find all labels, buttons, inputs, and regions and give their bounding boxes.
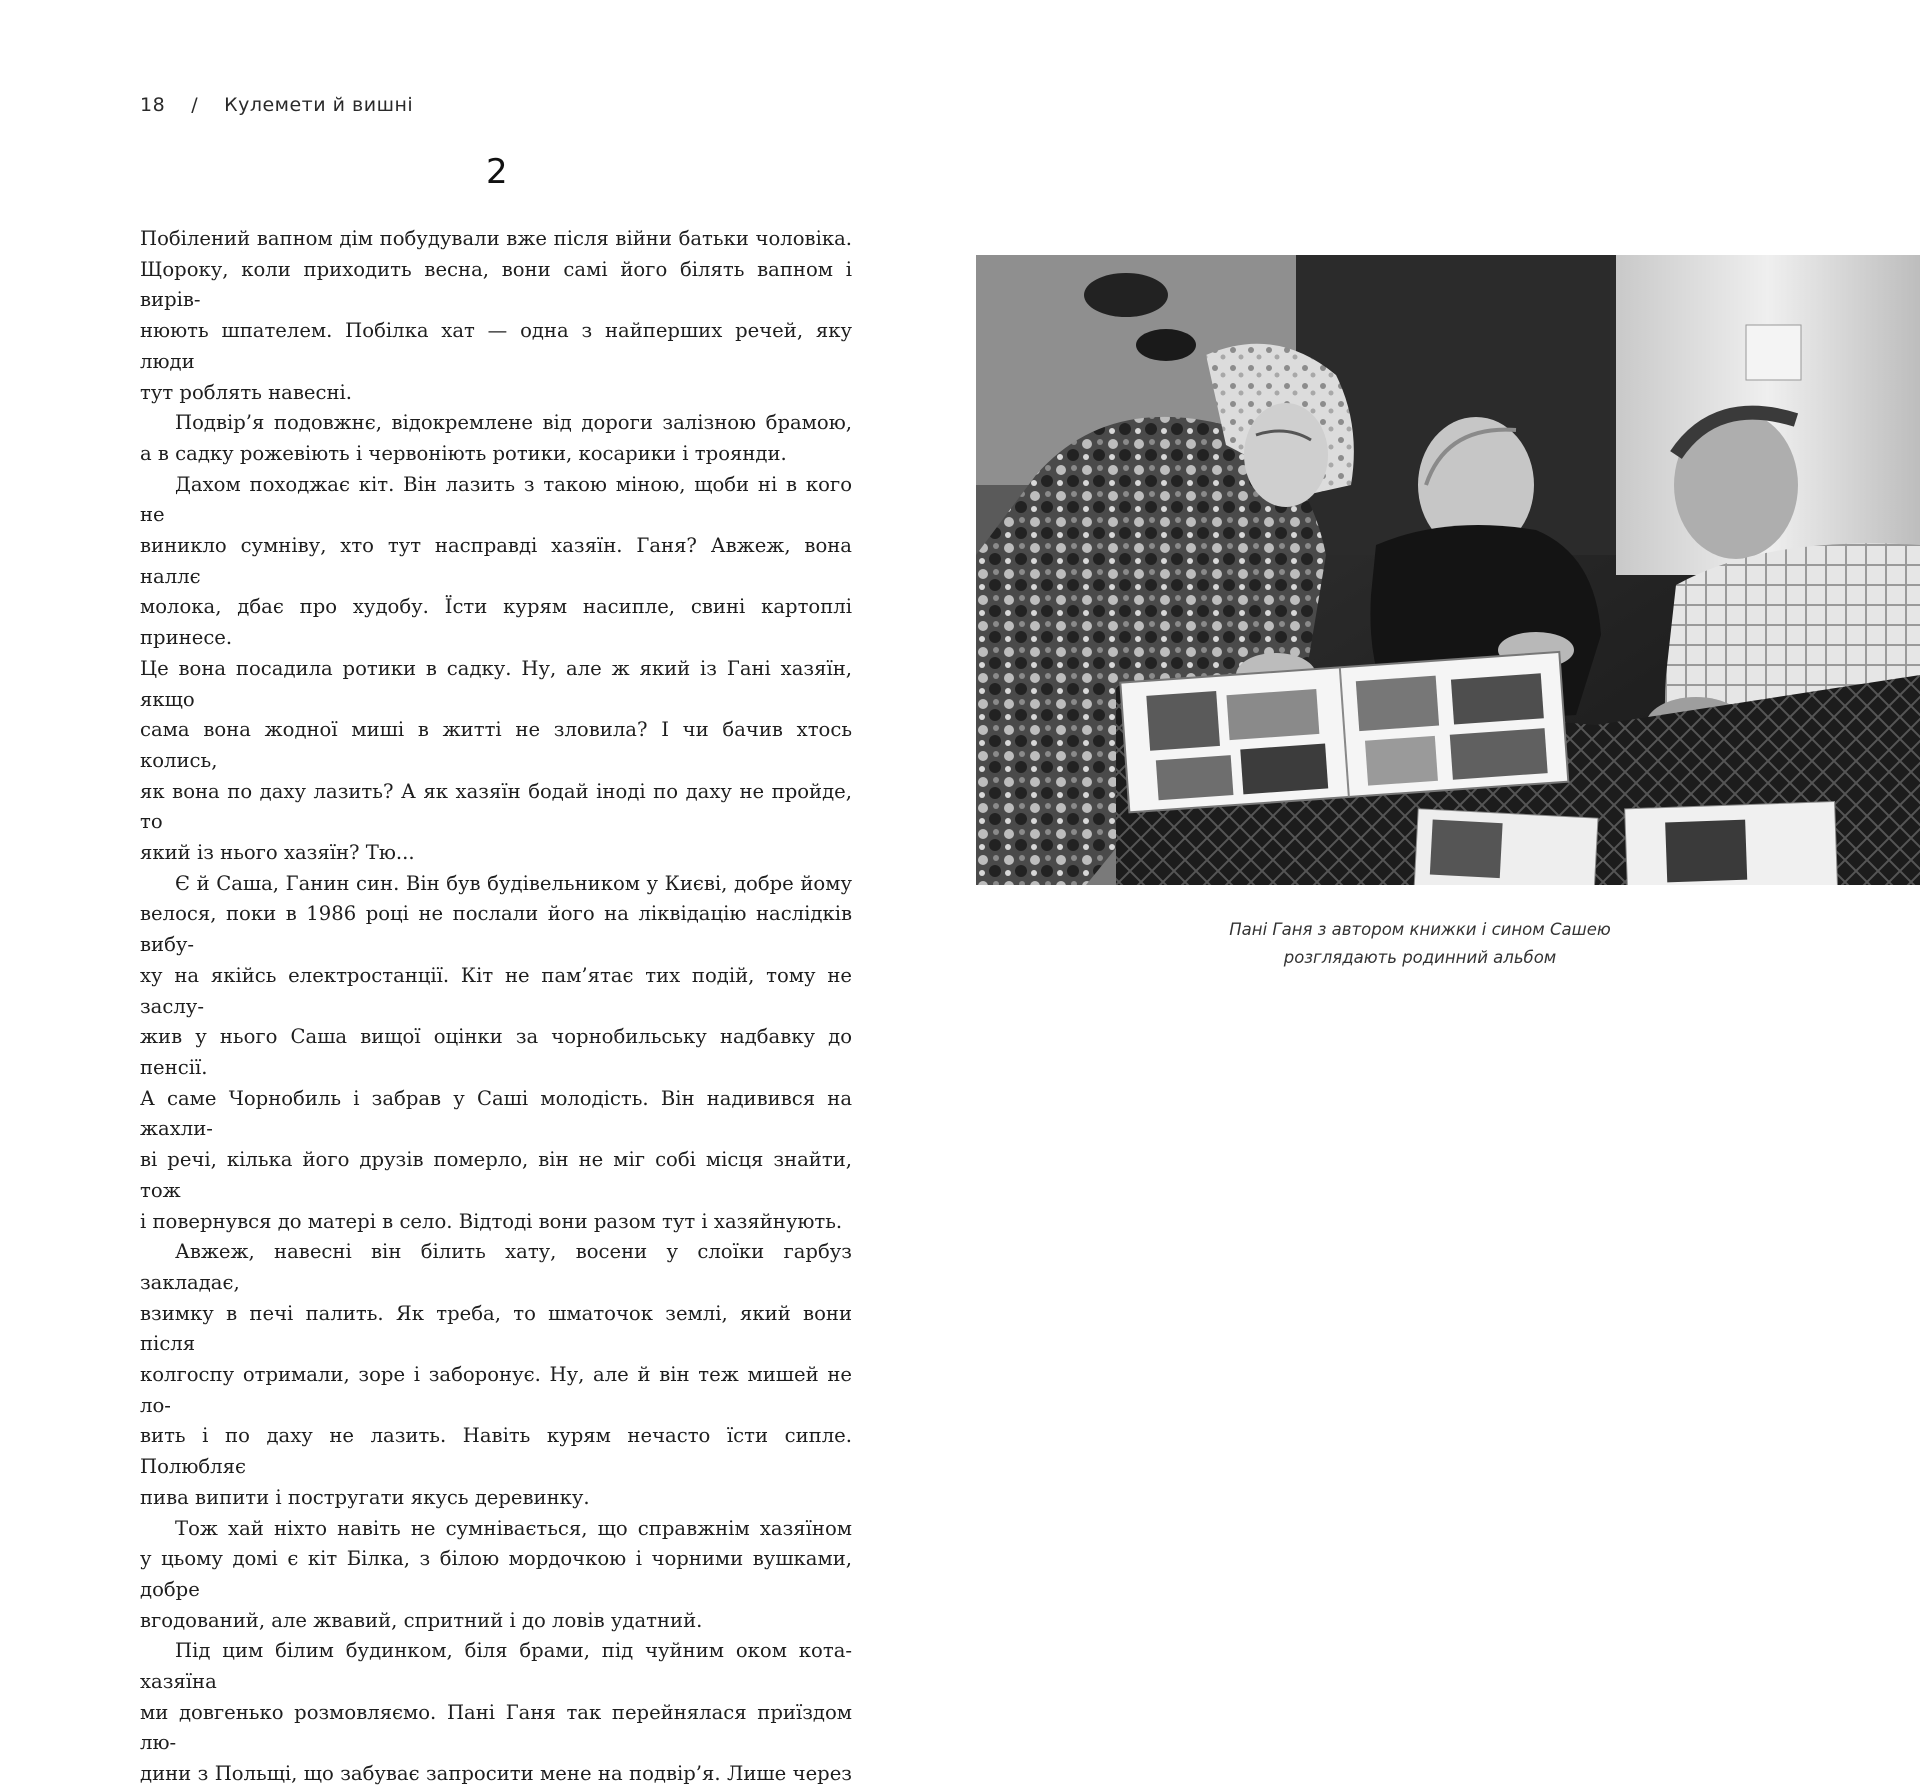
text-line: Є й Саша, Ганин син. Він був будівельником у Києві, добре йому [175,871,852,895]
text-line: Авжеж, навесні він білить хату, восени у слоїки гарбуз закладає, [140,1240,852,1294]
chapter-number: 2 [486,152,508,192]
text-line: взимку в печі палить. Як треба, то шматочок землі, який вони після [140,1301,852,1356]
family-album-photo [976,255,1920,885]
text-line: Дахом походжає кіт. Він лазить з такою міною, щоби ні в кого не [140,472,852,527]
text-line: жив у нього Саша вищої оцінки за чорнобильську надбавку до пенсії. [140,1025,852,1079]
text-line: А саме Чорнобиль і забрав у Саші молодість. Він надивився на жахли- [140,1086,852,1141]
text-line: молока, дбає про худобу. Їсти курям насипле, свині картоплі принесе. [140,595,852,650]
text-line: Це вона посадила ротики в садку. Ну, але ж який із Гані хазяїн, якщо [140,656,852,711]
text-line: Тож хай ніхто навіть не сумнівається, що справжнім хазяїном [175,1516,852,1540]
text-line: як вона по даху лазить? А як хазяїн бодай іноді по даху не пройде, то [140,779,852,834]
book-title: Кулемети й вишні [224,94,414,116]
text-line: тут роблять навесні. [140,380,353,404]
text-line: ху на якійсь електростанції. Кіт не пам’ятає тих подій, тому не заслу- [140,963,852,1018]
text-line: і повернувся до матері в село. Відтоді вони разом тут і хазяйнують. [140,1209,843,1233]
text-line: дини з Польщі, що забуває запросити мене на подвір’я. Лише через [140,1762,852,1786]
caption-line: розглядають родинний альбом [1283,948,1557,967]
text-line: вгодований, але жвавий, спритний і до ловів удатний. [140,1608,703,1632]
text-line: колгоспу отримали, зоре і заборонує. Ну, але й він теж мишей не ло- [140,1363,852,1417]
text-line: Побілений вапном дім побудували вже після війни батьки чоловіка. [140,227,852,250]
page-number: 18 [140,94,166,116]
text-line: у цьому домі є кіт Білка, з білою мордочкою і чорними вушками, добре [140,1547,852,1601]
text-line: велося, поки в 1986 році не послали його на ліквідацію наслідків вибу- [140,902,852,957]
text-line: ми довгенько розмовляємо. Пані Ганя так перейнялася приїздом лю- [140,1700,852,1755]
running-head [140,94,413,116]
text-line: який із нього хазяїн? Тю... [140,841,415,865]
text-line: Щороку, коли приходить весна, вони самі його білять вапном і вирів- [140,257,852,312]
text-line: ві речі, кілька його друзів померло, він не міг собі місця знайти, тож [140,1148,852,1202]
text-line: пива випити і постругати якусь деревинку. [140,1485,590,1509]
body-text [140,224,852,1790]
text-line: нюють шпателем. Побілка хат — одна з найперших речей, яку люди [140,319,852,373]
text-line: вить і по даху не лазить. Навіть курям нечасто їсти сипле. Полюбляє [140,1424,852,1479]
text-line: Під цим білим будинком, біля брами, під чуйним оком кота-хазяїна [140,1639,852,1694]
text-line: виникло сумніву, хто тут насправді хазяїн. Ганя? Авжеж, вона наллє [140,534,852,588]
header-separator: / [191,94,199,116]
photo-caption [1150,916,1690,972]
text-line: Подвір’я подовжнє, відокремлене від дороги залізною брамою, [175,411,852,435]
text-line: сама вона жодної миші в житті не зловила? І чи бачив хтось колись, [140,718,852,772]
caption-line: Пані Ганя з автором книжки і сином Сашею [1229,920,1611,939]
text-line: а в садку рожевіють і червоніють ротики, косарики і троянди. [140,441,787,465]
